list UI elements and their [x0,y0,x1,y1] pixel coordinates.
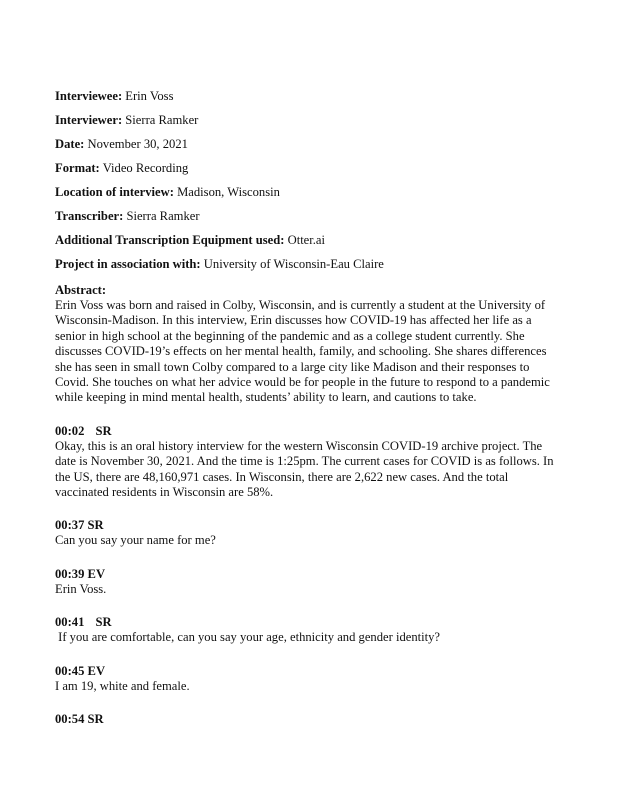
meta-interviewee [55,89,565,113]
meta-location [55,185,565,209]
transcript-entry [55,712,565,727]
speaker-initials: SR [95,423,112,438]
abstract-text: Erin Voss was born and raised in Colby, Wisconsin, and is currently a student at the University of Wisconsin-Madison. In this interview, Erin discusses how COVID-19 has affected her life as a senior in high school at the beginning of the pandemic and as a college student currently. She discusses COVID-19’s effects on her mental health, family, and schooling. She shares differences she has seen in small town Colby compared to a large city like Madison and their responses to Covid. She touches on what her advice would be for people in the future to respond to a pandemic while keeping in mind mental health, students’ ability to learn, and cautions to take. [55,298,550,405]
transcript-entry [55,424,565,501]
meta-value: Erin Voss [125,89,174,103]
meta-value: Madison, Wisconsin [177,185,280,199]
meta-label: Transcriber: [55,209,124,223]
speaker-initials: SR [95,615,112,630]
speaker-initials: EV [87,663,106,678]
meta-value: Sierra Ramker [125,113,199,127]
timestamp-speaker [55,518,565,533]
meta-value: Otter.ai [287,233,326,247]
utterance-text: Erin Voss. [55,581,107,596]
utterance-text: Okay, this is an oral history interview for the western Wisconsin COVID-19 archive project. The date is November 30, 2021. And the time is 1:25pm. The current cases for COVID is as follows. In the US, there are 48,160,971 cases. In Wisconsin, there are 2,622 new cases. And the total vaccinated residents in Wisconsin are 58%. [55,438,554,500]
timestamp: 00:39 [55,566,85,581]
meta-label: Project in association with: [55,257,201,271]
meta-date [55,137,565,161]
speaker-initials: SR [87,518,104,533]
utterance-text: If you are comfortable, can you say your age, ethnicity and gender identity? [55,630,441,645]
timestamp-speaker [55,664,565,679]
timestamp: 00:02 [55,423,85,438]
meta-format [55,161,565,185]
timestamp: 00:41 [55,615,85,630]
timestamp-speaker [55,615,565,630]
transcript-entry [55,518,565,548]
transcript-entry [55,567,565,597]
transcript-page [55,89,565,727]
abstract-heading: Abstract: [55,283,107,297]
timestamp: 00:45 [55,663,85,678]
meta-label: Additional Transcription Equipment used: [55,233,285,247]
timestamp: 00:37 [55,518,85,533]
metadata-block [55,89,565,281]
meta-interviewer [55,113,565,137]
timestamp-speaker [55,712,565,727]
meta-label: Interviewee: [55,89,123,103]
meta-label: Location of interview: [55,185,174,199]
speaker-initials: EV [87,566,106,581]
utterance-text: Can you say your name for me? [55,533,216,548]
transcript-entry [55,664,565,694]
abstract-section [55,283,565,406]
transcript-entry [55,615,565,645]
utterance-text: I am 19, white and female. [55,678,190,693]
meta-value: November 30, 2021 [87,137,188,151]
meta-project [55,257,565,281]
meta-label: Interviewer: [55,113,123,127]
meta-value: Sierra Ramker [126,209,200,223]
meta-label: Date: [55,137,85,151]
meta-value: University of Wisconsin-Eau Claire [203,257,384,271]
meta-equipment [55,233,565,257]
speaker-initials: SR [87,712,104,727]
timestamp-speaker [55,424,565,439]
meta-transcriber [55,209,565,233]
timestamp: 00:54 [55,712,85,727]
meta-value: Video Recording [102,161,189,175]
meta-label: Format: [55,161,100,175]
timestamp-speaker [55,567,565,582]
